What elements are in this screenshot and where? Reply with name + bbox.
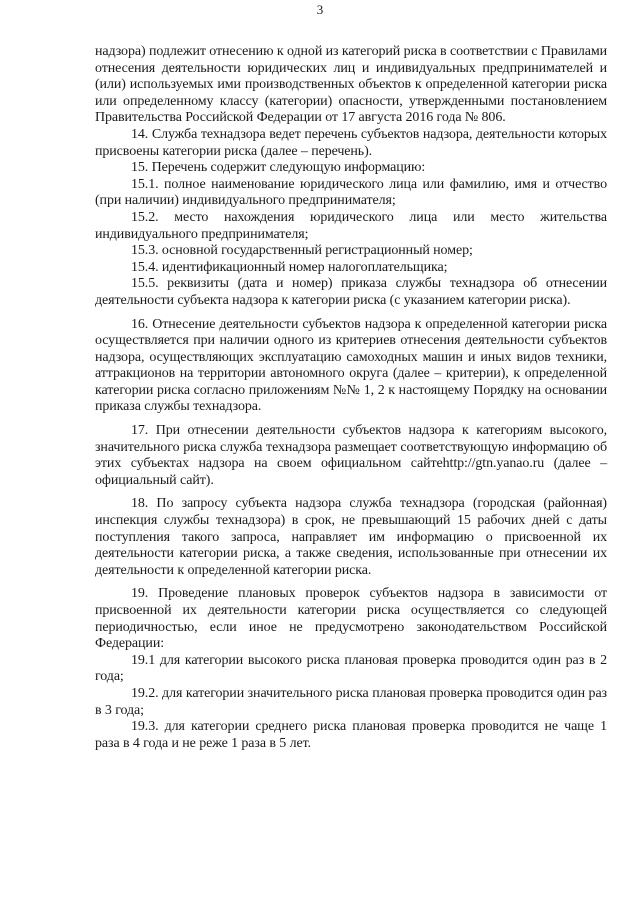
paragraph-14: 14. Служба технадзора ведет перечень субъектов надзора, деятельности которых присвоены категории риска (далее – перечень). <box>95 126 607 159</box>
paragraph-13-continuation: надзора) подлежит отнесению к одной из категорий риска в соответствии с Правилами отнесения деятельности юридических лиц и индивидуальных предпринимателей и (или) используемых ими производственных объектов к определенной категории риска или определенному классу (категории) опасности, утвержденными постановлением Правительства Российской Федерации от 17 августа 2016 года № 806. <box>95 44 607 126</box>
paragraph-15-1: 15.1. полное наименование юридического лица или фамилию, имя и отчество (при наличии) индивидуального предпринимателя; <box>95 176 607 209</box>
paragraph-16: 16. Отнесение деятельности субъектов надзора к определенной категории риска осуществляется при наличии одного из критериев отнесения деятельности субъектов надзора, осуществляющих эксплуатацию самоходных машин и иных видов техники, аттракционов на территории автономного округа (далее – критерии), к определенной категории риска согласно приложениям №№ 1, 2 к настоящему Порядку на основании приказа службы технадзора. <box>95 316 607 415</box>
document-body <box>95 44 607 752</box>
paragraph-18: 18. По запросу субъекта надзора служба технадзора (городская (районная) инспекция службы технадзора) в срок, не превышающий 15 рабочих дней с даты поступления такого запроса, направляет им информацию о присвоенной их деятельности категории риска, а также сведения, использованные при отнесении их деятельности к определенной категории риска. <box>95 496 607 578</box>
paragraph-19-2: 19.2. для категории значительного риска плановая проверка проводится один раз в 3 года; <box>95 685 607 718</box>
paragraph-17: 17. При отнесении деятельности субъектов надзора к категориям высокого, значительного риска служба технадзора размещает соответствующую информацию об этих субъектах надзора на своем официальном сайтеhttp://gtn.yanao.ru (далее – официальный сайт). <box>95 423 607 488</box>
paragraph-15: 15. Перечень содержит следующую информацию: <box>131 160 426 176</box>
paragraph-15-3: 15.3. основной государственный регистрационный номер; <box>131 243 473 259</box>
paragraph-15-2: 15.2. место нахождения юридического лица или место жительства индивидуального предпринимателя; <box>95 209 607 242</box>
page-number: 3 <box>316 2 324 17</box>
paragraph-15-5: 15.5. реквизиты (дата и номер) приказа службы технадзора об отнесении деятельности субъекта надзора к категории риска (с указанием категории риска). <box>95 276 607 308</box>
paragraph-15-4: 15.4. идентификационный номер налогоплательщика; <box>131 259 448 275</box>
paragraph-19: 19. Проведение плановых проверок субъектов надзора в зависимости от присвоенной их деятельности категории риска осуществляется со следующей периодичностью, если иное не предусмотрено законодательством Российской Федерации: <box>95 586 607 652</box>
paragraph-19-3: 19.3. для категории среднего риска плановая проверка проводится не чаще 1 раза в 4 года и не реже 1 раза в 5 лет. <box>95 719 607 751</box>
paragraph-19-1: 19.1 для категории высокого риска плановая проверка проводится один раз в 2 года; <box>95 652 607 685</box>
